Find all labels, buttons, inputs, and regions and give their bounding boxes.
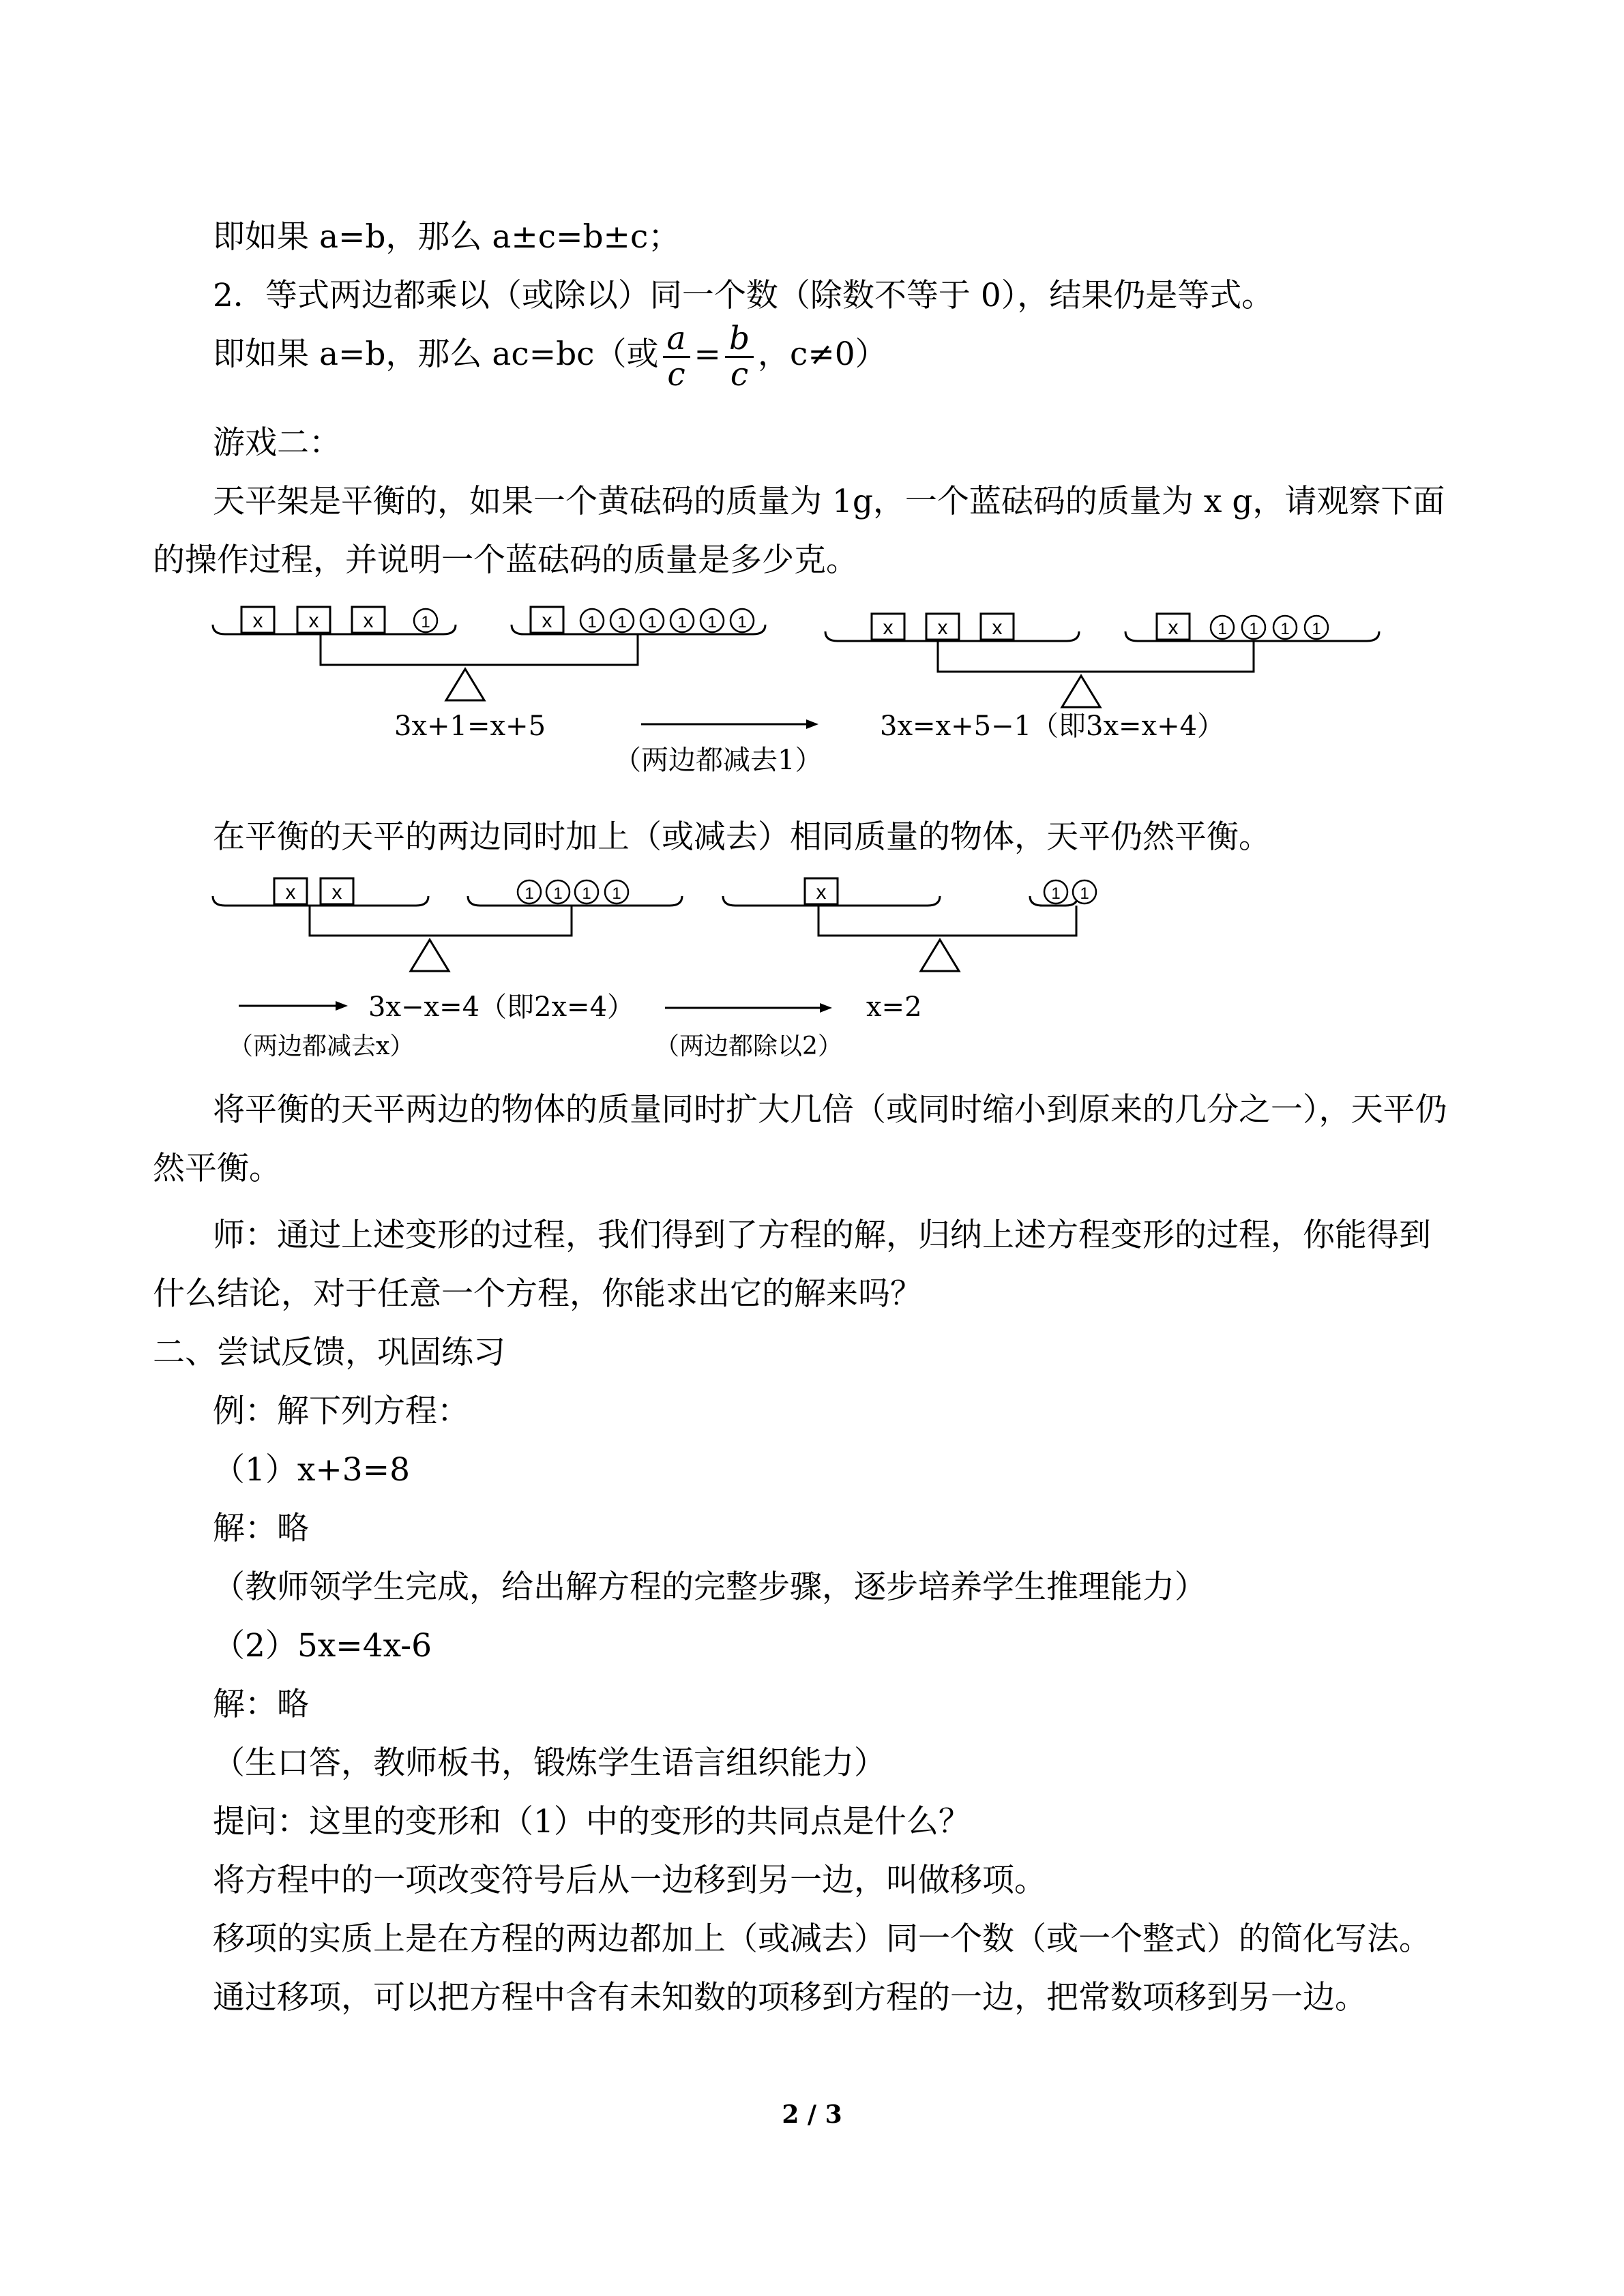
balance-fulcrum-triangle	[921, 940, 959, 971]
weight-label: 1	[1080, 884, 1089, 903]
step-label-3: （两边都除以2）	[655, 1032, 842, 1060]
box-label: x	[937, 616, 948, 639]
box-label: x	[992, 616, 1003, 639]
weight-label: 1	[737, 613, 747, 631]
text-line-7: 在平衡的天平的两边同时加上（或减去）相同质量的物体，天平仍然平衡。	[213, 818, 1271, 856]
text-line-15: 解：略	[213, 1510, 309, 1547]
weight-label: 1	[582, 884, 591, 903]
fraction-denominator-c: c	[667, 355, 685, 393]
transform-arrow-head	[806, 719, 818, 729]
weight-label: 1	[1249, 620, 1258, 638]
text-line-9: 然平衡。	[153, 1150, 281, 1187]
box-label: x	[285, 881, 296, 904]
text-line-17: （2）5x=4x-6	[213, 1627, 432, 1665]
balance-beam	[310, 906, 572, 936]
text-line-10: 师：通过上述变形的过程，我们得到了方程的解，归纳上述方程变形的过程，你能得到	[213, 1217, 1431, 1254]
transform-arrow-head	[336, 1001, 348, 1011]
text-line-19: （生口答，教师板书，锻炼学生语言组织能力）	[213, 1744, 886, 1782]
text-line-20: 提问：这里的变形和（1）中的变形的共同点是什么？	[213, 1803, 971, 1840]
transform-arrow-head	[820, 1003, 832, 1013]
text-line-3-suffix: ，c≠0）	[758, 336, 887, 373]
step-label-1: （两边都减去1）	[614, 745, 823, 776]
weight-label: 1	[525, 884, 534, 903]
balance-beam	[818, 906, 1076, 936]
page-number: 2 / 3	[782, 2100, 842, 2129]
box-label: x	[308, 610, 319, 632]
weight-label: 1	[1217, 620, 1227, 638]
text-line-18: 解：略	[213, 1686, 309, 1723]
balance-fulcrum-triangle	[446, 669, 484, 700]
text-line-5: 天平架是平衡的，如果一个黄砝码的质量为 1g，一个蓝砝码的质量为 x g，请观察下面	[213, 483, 1445, 520]
text-line-13: 例：解下列方程：	[213, 1392, 469, 1430]
equals-sign: =	[694, 336, 721, 373]
text-line-1: 即如果 a=b，那么 a±c=b±c；	[213, 218, 681, 256]
weight-label: 1	[612, 884, 621, 903]
weight-label: 1	[421, 613, 430, 631]
equation-3: 3x−x=4（即2x=4）	[368, 992, 635, 1023]
balance-beam	[938, 641, 1254, 672]
text-line-23: 通过移项，可以把方程中含有未知数的项移到方程的一边，把常数项移到另一边。	[213, 1979, 1367, 2016]
box-label: x	[331, 881, 342, 904]
balance-diagram	[0, 0, 1624, 1091]
box-label: x	[363, 610, 374, 632]
text-line-21: 将方程中的一项改变符号后从一边移到另一边，叫做移项。	[213, 1862, 1046, 1899]
text-line-2: 2．等式两边都乘以（或除以）同一个数（除数不等于 0），结果仍是等式。	[213, 277, 1274, 314]
equation-1: 3x+1=x+5	[394, 711, 546, 742]
balance-tray	[468, 896, 682, 906]
balance-beam	[321, 634, 638, 665]
balance-fulcrum-triangle	[411, 940, 449, 971]
weight-label: 1	[1051, 884, 1061, 903]
weight-label: 1	[1312, 620, 1321, 638]
equation-2: 3x=x+5−1（即3x=x+4）	[880, 711, 1225, 742]
text-line-16: （教师领学生完成，给出解方程的完整步骤，逐步培养学生推理能力）	[213, 1568, 1207, 1606]
section-heading: 二、尝试反馈，巩固练习	[153, 1334, 505, 1371]
fraction-numerator-b: b	[725, 322, 754, 358]
box-label: x	[252, 610, 263, 632]
weight-label: 1	[677, 613, 687, 631]
fraction-numerator-a: a	[663, 322, 690, 358]
box-label: x	[883, 616, 894, 639]
text-line-3-prefix: 即如果 a=b，那么 ac=bc（或	[213, 336, 659, 373]
step-label-2: （两边都减去x）	[228, 1032, 415, 1060]
weight-label: 1	[1280, 620, 1290, 638]
equation-4: x=2	[866, 992, 922, 1023]
weight-label: 1	[707, 613, 717, 631]
balance-fulcrum-triangle	[1062, 676, 1100, 707]
text-line-6: 的操作过程，并说明一个蓝砝码的质量是多少克。	[153, 541, 858, 579]
weight-label: 1	[553, 884, 563, 903]
fraction-denominator-c: c	[730, 355, 749, 393]
text-line-14: （1）x+3=8	[213, 1451, 410, 1489]
text-line-4: 游戏二：	[213, 424, 341, 462]
weight-label: 1	[617, 613, 627, 631]
text-line-8: 将平衡的天平两边的物体的质量同时扩大几倍（或同时缩小到原来的几分之一），天平仍	[213, 1091, 1447, 1129]
weight-label: 1	[587, 613, 597, 631]
text-line-11: 什么结论，对于任意一个方程，你能求出它的解来吗？	[153, 1275, 922, 1313]
box-label: x	[1168, 616, 1179, 639]
box-label: x	[542, 610, 552, 632]
text-line-22: 移项的实质上是在方程的两边都加上（或减去）同一个数（或一个整式）的简化写法。	[213, 1920, 1431, 1958]
weight-label: 1	[647, 613, 657, 631]
box-label: x	[816, 881, 827, 904]
